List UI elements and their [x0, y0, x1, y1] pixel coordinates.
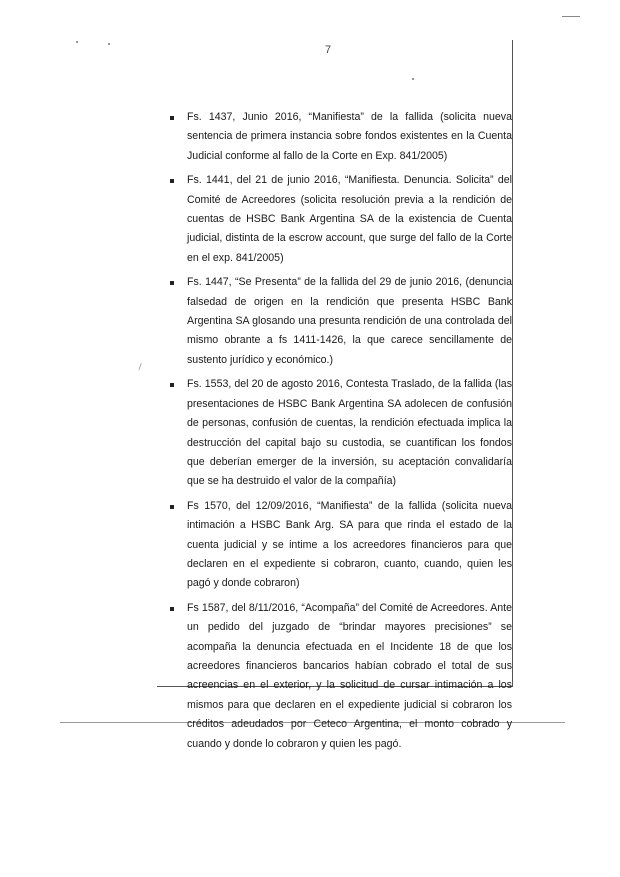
list-item-text: Fs. 1447, “Se Presenta” de la fallida del 29 de junio 2016, (denuncia falsedad de origen en la rendición que presenta HSBC Bank Argentina SA glosando una presunta rendición de una controlada del mismo obrante a fs 1411-1426, la que carece sencillamente de sustento jurídico y económico.): [187, 276, 512, 366]
list-item: [170, 273, 512, 370]
list-item-text: Fs 1570, del 12/09/2016, “Manifiesta” de la fallida (solicita nueva intimación a HSBC Bank Arg. SA para que rinda el estado de la cuenta judicial y se intime a los acreedores financieros para que declaren en el expediente si cobraron, cuanto, cuando, quien les pagó y donde cobraron): [187, 499, 512, 590]
list-item-text: Fs 1587, del 8/11/2016, “Acompaña” del Comité de Acreedores. Ante un pedido del juzgado de “brindar mayores precisiones” se acompaña la denuncia efectuada en el Incidente 18 de que los acreedores financieros bancarios habían cobrado el total de sus acreencias en el exterior, y la solicitud de cursar intimación a los mismos para que declaren en el expediente judicial si cobraron los créditos adeudados por Ceteco Argentina, el monto cobrado y cuando y donde lo cobraron y quien les pagó.: [187, 601, 512, 750]
list-item: [170, 108, 512, 166]
list-item: [170, 171, 512, 268]
list-item: [170, 497, 512, 594]
bullet-icon: [170, 505, 174, 509]
margin-pencil-mark: \: [135, 362, 144, 373]
right-margin-rule: [512, 40, 513, 687]
scan-speck: [412, 78, 414, 80]
bullet-icon: [170, 607, 174, 611]
list-item-text: Fs. 1553, del 20 de agosto 2016, Contesta Traslado, de la fallida (las presentaciones de HSBC Bank Argentina SA adolecen de confusión de personas, confusión de cuentas, la rendición efectuada implica la destrucción del capital bajo su custodia, se cuantifican los fondos que deberían emerger de la inversión, su aceptación convalidaría que se ha destruido el valor de la compañía): [187, 378, 512, 488]
scan-speck: [108, 43, 110, 45]
scan-mark: [562, 16, 580, 17]
list-item-text: Fs. 1437, Junio 2016, “Manifiesta” de la fallida (solicita nueva sentencia de primera instancia sobre fondos existentes en la Cuenta Judicial conforme al fallo de la Corte en Exp. 841/2005): [187, 111, 512, 162]
scan-speck: [76, 41, 78, 43]
list-item-text: Fs. 1441, del 21 de junio 2016, “Manifiesta. Denuncia. Solicita” del Comité de Acreedores (solicita resolución previa a la rendición de cuentas de HSBC Bank Argentina SA de la existencia de Cuenta judicial, distinta de la escrow account, que surge del fallo de la Corte en el exp. 841/2005): [187, 174, 512, 264]
bullet-icon: [170, 383, 174, 387]
filings-list: [170, 108, 512, 759]
bullet-icon: [170, 179, 174, 183]
list-item: [170, 375, 512, 491]
page-number: 7: [325, 44, 332, 56]
bullet-icon: [170, 281, 174, 285]
bullet-icon: [170, 116, 174, 120]
list-item: [170, 599, 512, 754]
